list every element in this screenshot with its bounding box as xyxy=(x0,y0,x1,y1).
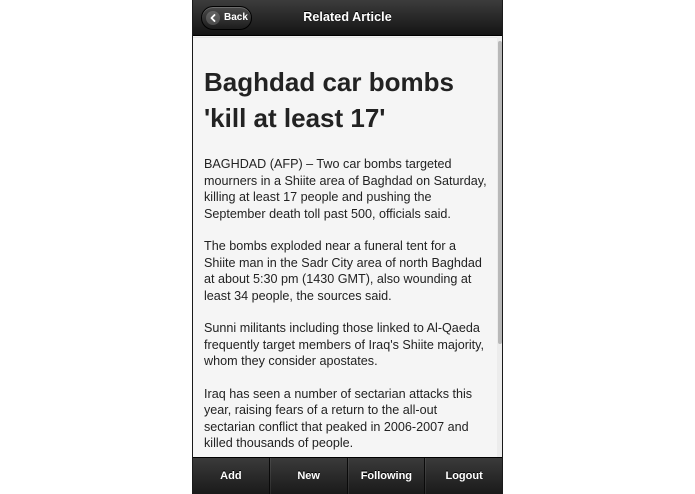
back-button-label: Back xyxy=(224,12,248,23)
tab-add[interactable]: Add xyxy=(193,458,270,494)
article-paragraph: The bombs exploded near a funeral tent for a Shiite man in the Sadr City area of north Baghdad at about 5:30 pm (1430 GMT), also wounding at least 34 people, the sources said. xyxy=(204,239,482,303)
article-paragraph: Sunni militants including those linked to Al-Qaeda frequently target members of Iraq's Shiite majority, whom they consider apostates. xyxy=(204,321,485,368)
header-bar xyxy=(193,0,502,36)
tab-following[interactable]: Following xyxy=(348,458,426,494)
app-screen xyxy=(192,0,503,494)
article-content[interactable] xyxy=(193,37,498,457)
scrollbar[interactable] xyxy=(497,37,503,457)
article-paragraph: BAGHDAD (AFP) – Two car bombs targeted mourners in a Shiite area of Baghdad on Saturday, killing at least 17 people and pushing the September death toll past 500, officials said. xyxy=(204,157,487,221)
article-title: Baghdad car bombs 'kill at least 17' xyxy=(204,67,454,133)
footer-tab-bar xyxy=(193,457,502,494)
page-title: Related Article xyxy=(303,10,392,24)
article-paragraph: Iraq has seen a number of sectarian attacks this year, raising fears of a return to the all-out sectarian conflict that peaked in 2006-2007 and killed thousands of people. xyxy=(204,386,473,450)
tab-new[interactable]: New xyxy=(270,458,348,494)
tab-logout[interactable]: Logout xyxy=(425,458,502,494)
scrollbar-thumb[interactable] xyxy=(498,41,502,344)
